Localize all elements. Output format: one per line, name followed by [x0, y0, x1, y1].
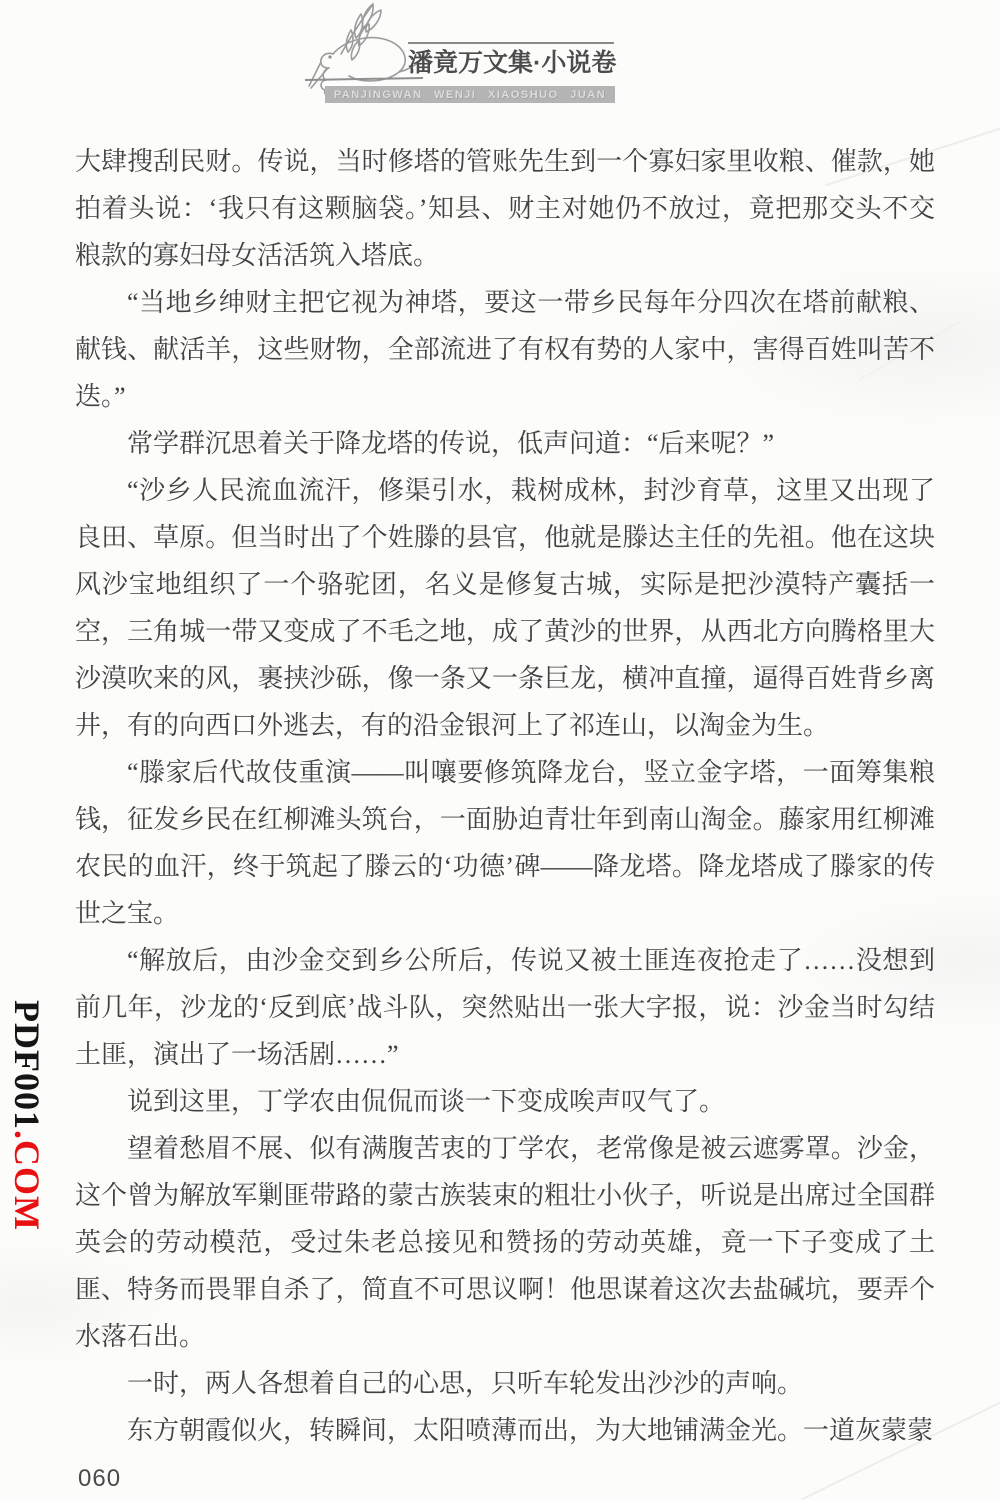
dove-quill-branch-icon	[303, 0, 423, 100]
paragraph: 说到这里，丁学农由侃侃而谈一下变成唉声叹气了。	[127, 1087, 726, 1116]
paragraph: “当地乡绅财主把它视为神塔，要这一带乡民每年分四次在塔前献粮、献钱、献活羊，这些财物，全部流进了有权有势的人家中，害得百姓叫苦不迭。”	[75, 288, 935, 411]
masthead-rule	[408, 42, 614, 44]
paragraph: 东方朝霞似火，转瞬间，太阳喷薄而出，为大地铺满金光。一道灰蒙蒙	[127, 1416, 934, 1445]
paragraph: “沙乡人民流血流汗，修渠引水，栽树成林，封沙育草，这里又出现了良田、草原。但当时出了个姓滕的县官，他就是滕达主任的先祖。他在这块风沙宝地组织了一个骆驼团，名义是修复古城，实际是把沙漠特产囊括一空，三角城一带又变成了不毛之地，成了黄沙的世界，从西北方向腾格里大沙漠吹来的风，裹挟沙砾，像一条又一条巨龙，横冲直撞，逼得百姓背乡离井，有的向西口外逃去，有的沿金银河上了祁连山，以淘金为生。	[75, 476, 935, 740]
paragraph: 一时，两人各想着自己的心思，只听车轮发出沙沙的声响。	[127, 1369, 804, 1398]
page-number: 060	[78, 1465, 122, 1492]
paragraph: “滕家后代故伎重演——叫嚷要修筑降龙台，竖立金字塔，一面筹集粮钱，征发乡民在红柳滩头筑台，一面胁迫青壮年到南山淘金。藤家用红柳滩农民的血汗，终于筑起了滕云的‘功德’碑——降龙塔。降龙塔成了滕家的传世之宝。	[75, 758, 935, 928]
masthead	[408, 42, 617, 78]
series-romanized: PANJINGWAN WENJI XIAOSHUO JUAN	[333, 88, 607, 101]
paragraph: “解放后，由沙金交到乡公所后，传说又被土匪连夜抢走了……没想到前几年，沙龙的‘反到底’战斗队，突然贴出一张大字报，说：沙金当时勾结土匪，演出了一场活剧……”	[75, 946, 935, 1069]
publisher-logo	[303, 0, 423, 100]
watermark-suffix: .COM	[7, 1129, 47, 1231]
watermark-prefix: PDF001	[7, 1000, 47, 1130]
paragraph: 大肆搜刮民财。传说，当时修塔的管账先生到一个寡妇家里收粮、催款，她拍着头说：‘我只有这颗脑袋。’知县、财主对她仍不放过，竟把那交头不交粮款的寡妇母女活活筑入塔底。	[75, 147, 935, 270]
series-bar	[325, 86, 615, 103]
body-text	[75, 138, 935, 1454]
paragraph: 常学群沉思着关于降龙塔的传说，低声问道：“后来呢？”	[127, 429, 775, 458]
book-title: 潘竟万文集·小说卷	[408, 49, 617, 77]
paragraph: 望着愁眉不展、似有满腹苦衷的丁学农，老常像是被云遮雾罩。沙金，这个曾为解放军剿匪带路的蒙古族装束的粗壮小伙子，听说是出席过全国群英会的劳动模范，受过朱老总接见和赞扬的劳动英雄，竟一下子变成了土匪、特务而畏罪自杀了，简直不可思议啊！他思谋着这次去盐碱坑，要弄个水落石出。	[75, 1134, 935, 1351]
watermark	[6, 1000, 48, 1230]
